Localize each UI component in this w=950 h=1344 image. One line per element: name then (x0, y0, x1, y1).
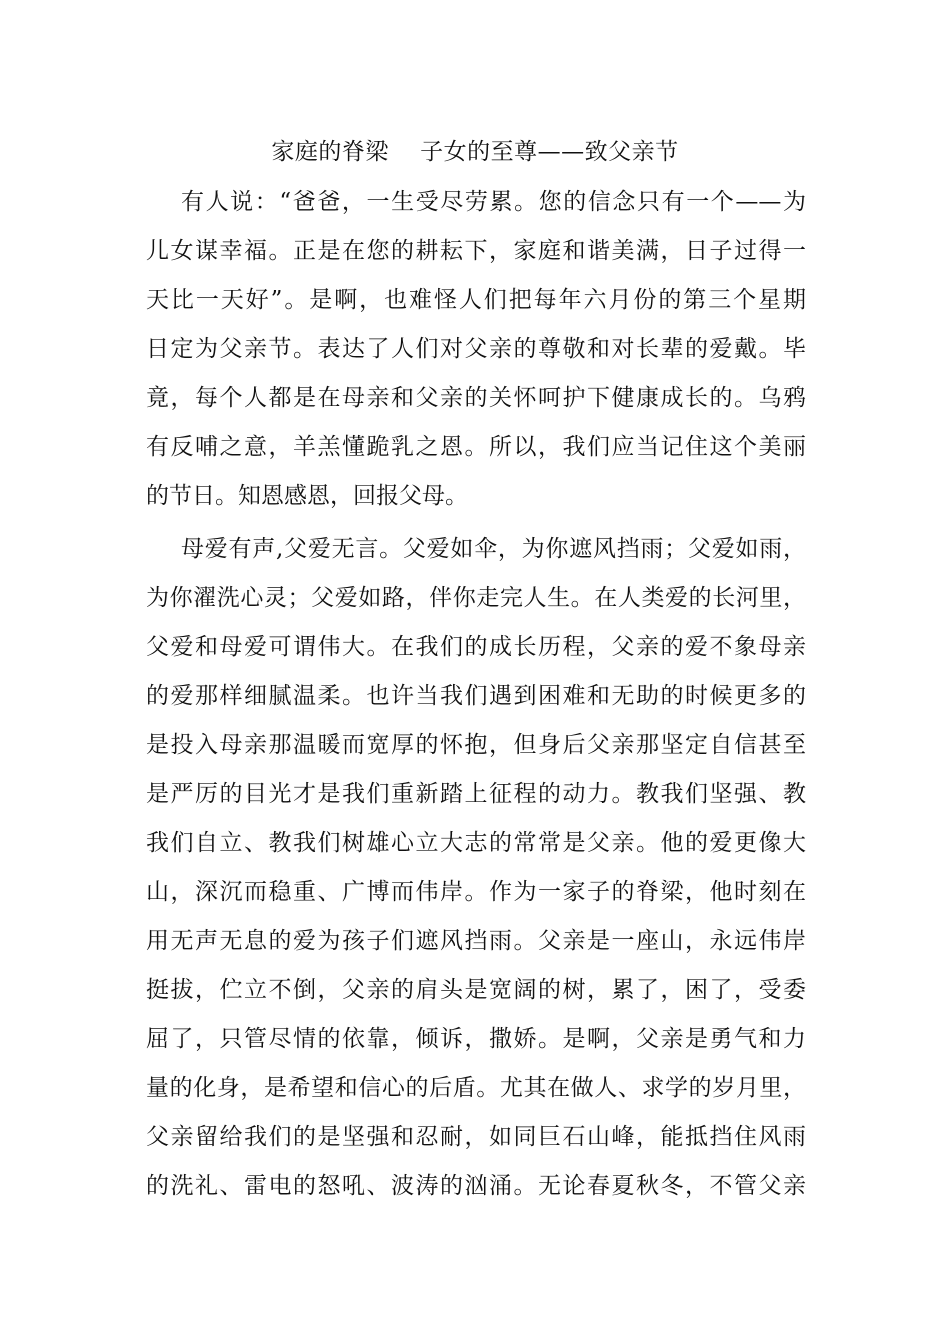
paragraph-2-line-5: 是投入母亲那温暖而宽厚的怀抱，但身后父亲那坚定自信甚至 (146, 732, 806, 758)
paragraph-2-line-14: 的洗礼、雷电的怒吼、波涛的汹涌。无论春夏秋冬，不管父亲 (146, 1173, 806, 1199)
paragraph-2-line-11: 屈了，只管尽情的依靠，倾诉，撒娇。是啊，父亲是勇气和力 (146, 1026, 806, 1052)
paragraph-2-line-4: 的爱那样细腻温柔。也许当我们遇到困难和无助的时候更多的 (146, 683, 806, 709)
paragraph-2-line-1: 母爱有声,父爱无言。父爱如伞，为你遮风挡雨；父爱如雨， (181, 536, 806, 562)
paragraph-1-line-6: 有反哺之意，羊羔懂跪乳之恩。所以，我们应当记住这个美丽 (146, 434, 806, 460)
paragraph-2-line-13: 父亲留给我们的是坚强和忍耐，如同巨石山峰，能抵挡住风雨 (146, 1124, 806, 1150)
paragraph-1-line-5: 竟，每个人都是在母亲和父亲的关怀呵护下健康成长的。乌鸦 (146, 385, 806, 411)
paragraph-2-line-2: 为你濯洗心灵；父爱如路，伴你走完人生。在人类爱的长河里， (146, 585, 806, 611)
paragraph-1-line-1: 有人说：“爸爸，一生受尽劳累。您的信念只有一个——为 (181, 189, 806, 215)
paragraph-2-line-10: 挺拔，伫立不倒，父亲的肩头是宽阔的树，累了，困了，受委 (146, 977, 806, 1003)
paragraph-1-line-3: 天比一天好”。是啊，也难怪人们把每年六月份的第三个星期 (146, 287, 806, 313)
paragraph-2-line-7: 我们自立、教我们树雄心立大志的常常是父亲。他的爱更像大 (146, 830, 806, 856)
paragraph-1-line-2: 儿女谋幸福。正是在您的耕耘下，家庭和谐美满，日子过得一 (146, 238, 806, 264)
document-title: 家庭的脊梁 子女的至尊——致父亲节 (271, 139, 679, 165)
paragraph-2-line-8: 山，深沉而稳重、广博而伟岸。作为一家子的脊梁，他时刻在 (146, 879, 806, 905)
paragraph-1-line-7: 的节日。知恩感恩，回报父母。 (146, 483, 468, 509)
paragraph-2-line-3: 父爱和母爱可谓伟大。在我们的成长历程，父亲的爱不象母亲 (146, 634, 806, 660)
paragraph-2-line-6: 是严厉的目光才是我们重新踏上征程的动力。教我们坚强、教 (146, 781, 806, 807)
paragraph-2-line-12: 量的化身，是希望和信心的后盾。尤其在做人、求学的岁月里， (146, 1075, 806, 1101)
paragraph-2-line-9: 用无声无息的爱为孩子们遮风挡雨。父亲是一座山，永远伟岸 (146, 928, 806, 954)
paragraph-1-line-4: 日定为父亲节。表达了人们对父亲的尊敬和对长辈的爱戴。毕 (146, 336, 806, 362)
